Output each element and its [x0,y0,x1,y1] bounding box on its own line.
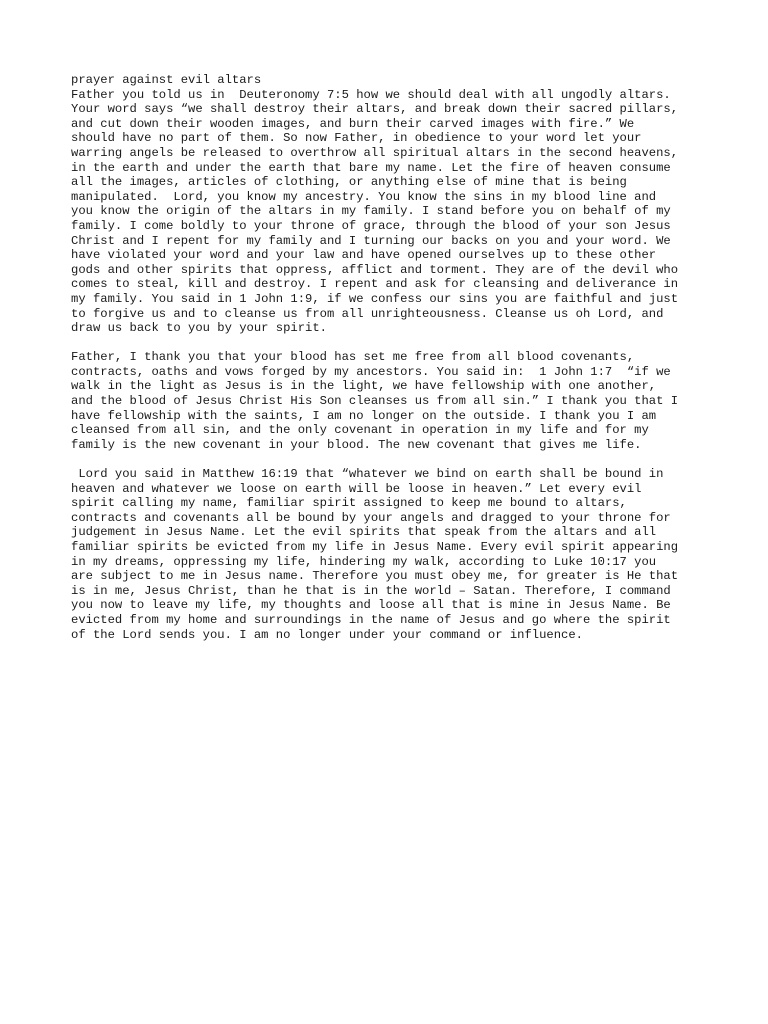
text-line: and cut down their wooden images, and burn their carved images with fire.” We [71,116,635,131]
text-line: family. I come boldly to your throne of grace, through the blood of your son Jesus [71,218,671,233]
text-line: contracts and covenants all be bound by your angels and dragged to your throne for [71,510,671,525]
text-line: judgement in Jesus Name. Let the evil spirits that speak from the altars and all [71,525,657,540]
text-line: evicted from my home and surroundings in the name of Jesus and go where the spirit [71,612,671,627]
text-line: all the images, articles of clothing, or anything else of mine that is being [71,175,627,190]
text-line: you now to leave my life, my thoughts and loose all that is mine in Jesus Name. Be [71,598,671,613]
paragraph-1 [71,73,711,336]
text-line: cleansed from all sin, and the only covenant in operation in my life and for my [71,423,649,438]
text-line: Lord you said in Matthew 16:19 that “whatever we bind on earth shall be bound in [71,467,664,482]
text-line: in my dreams, oppressing my life, hindering my walk, according to Luke 10:17 you [71,554,657,569]
document-page [71,73,711,657]
text-line: have violated your word and your law and have opened ourselves up to these other [71,248,657,263]
paragraph-2 [71,350,711,452]
text-line: Christ and I repent for my family and I turning our backs on you and your word. We [71,233,671,248]
text-line: of the Lord sends you. I am no longer under your command or influence. [71,627,583,642]
text-line: should have no part of them. So now Father, in obedience to your word let your [71,131,642,146]
text-line: contracts, oaths and vows forged by my ancestors. You said in: 1 John 1:7 “if we [71,364,671,379]
text-line: draw us back to you by your spirit. [71,321,327,336]
text-line: manipulated. Lord, you know my ancestry. You know the sins in my blood line and [71,189,657,204]
text-line: my family. You said in 1 John 1:9, if we confess our sins you are faithful and just [71,291,679,306]
text-line: you know the origin of the altars in my family. I stand before you on behalf of my [71,204,671,219]
text-line: have fellowship with the saints, I am no longer on the outside. I thank you I am [71,408,657,423]
text-line: walk in the light as Jesus is in the light, we have fellowship with one another, [71,379,657,394]
text-line: Father, I thank you that your blood has set me free from all blood covenants, [71,350,635,365]
text-line: gods and other spirits that oppress, afflict and torment. They are of the devil who [71,262,679,277]
text-line: heaven and whatever we loose on earth will be loose in heaven.” Let every evil [71,481,642,496]
text-line: are subject to me in Jesus name. Therefore you must obey me, for greater is He that [71,569,679,584]
text-line: in the earth and under the earth that bare my name. Let the fire of heaven consume [71,160,671,175]
text-line: family is the new covenant in your blood. The new covenant that gives me life. [71,437,642,452]
text-line: warring angels be released to overthrow all spiritual altars in the second heavens, [71,145,679,160]
paragraph-3 [71,467,711,642]
text-line: Father you told us in Deuteronomy 7:5 how we should deal with all ungodly altars. [71,87,671,102]
text-line: and the blood of Jesus Christ His Son cleanses us from all sin.” I thank you that I [71,394,679,409]
text-line: Your word says “we shall destroy their altars, and break down their sacred pillars, [71,102,679,117]
text-line: spirit calling my name, familiar spirit assigned to keep me bound to altars, [71,496,627,511]
document-title: prayer against evil altars [71,73,262,87]
text-line: familiar spirits be evicted from my life in Jesus Name. Every evil spirit appearing [71,540,679,554]
text-line: is in me, Jesus Christ, than he that is in the world – Satan. Therefore, I command [71,583,671,598]
text-line: to forgive us and to cleanse us from all unrighteousness. Cleanse us oh Lord, and [71,306,664,321]
text-line: comes to steal, kill and destroy. I repent and ask for cleansing and deliverance in [71,277,679,292]
